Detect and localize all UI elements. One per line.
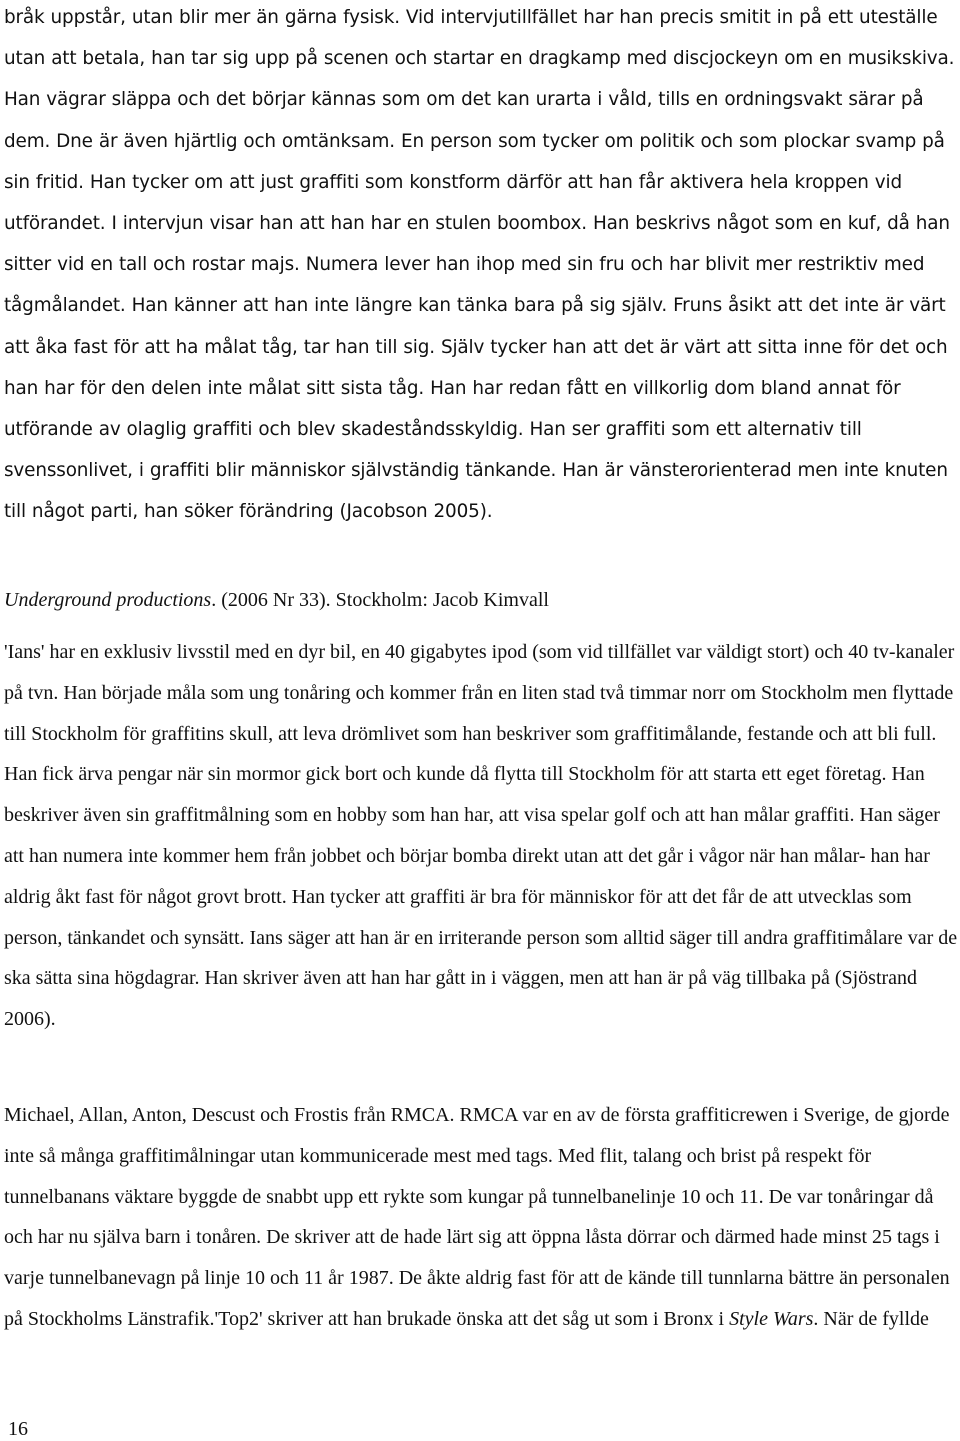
paragraph-3-text: Michael, Allan, Anton, Descust och Frostis från RMCA. RMCA var en av de första graffiticrewen i Sverige, de gjorde inte så många graffitimålningar utan kommunicerade mest med tags. Med flit, talang och brist på respekt för tunnelbanans väktare byggde de snabbt upp ett rykte som kungar på tunnelbanelinje 10 och 11. De var tonåringar då och har nu själva barn i tonåren. De skriver att de hade lärt sig att öppna låsta dörrar och därmed hade minst 25 tags i varje tunnelbanevagn på linje 10 och 11 år 1987. De åkte aldrig fast för att de kände till tunnlarna bättre än personalen på Stockholms Länstrafik.'Top2' skriver att han brukade önska att det såg ut som i Bronx i: [4, 1104, 950, 1330]
film-title: Style Wars: [729, 1307, 814, 1330]
page-number: 16: [8, 1418, 28, 1440]
paragraph-3-tail: . När de fyllde: [813, 1307, 929, 1330]
reference-details: . (2006 Nr 33). Stockholm: Jacob Kimvall: [211, 589, 549, 611]
body-paragraph-3: [4, 1095, 958, 1340]
reference-title: Underground productions: [4, 589, 212, 611]
body-paragraph-1: bråk uppstår, utan blir mer än gärna fysisk. Vid intervjutillfället har han precis smitit in på ett uteställe utan att betala, han tar sig upp på scenen och startar en dragkamp med discjockeyn om en musikskiva. Han vägrar släppa och det börjar kännas som om det kan urarta i våld, tills en ordningsvakt särar på dem. Dne är även hjärtlig och omtänksam. En person som tycker om politik och som plockar svamp på sin fritid. Han tycker om att just graffiti som konstform därför att han får aktivera hela kroppen vid utförandet. I intervjun visar han att han har en stulen boombox. Han beskrivs något som en kuf, då han sitter vid en tall och rostar majs. Numera lever han ihop med sin fru och har blivit mer restriktiv med tågmålandet. Han känner att han inte längre kan tänka bara på sig själv. Fruns åsikt att det inte är värt att åka fast för att ha målat tåg, tar han till sig. Själv tycker han att det är värt att sitta inne för det och han har för den delen inte målat sitt sista tåg. Han har redan fått en villkorlig dom bland annat för utförande av olaglig graffiti och blev skadeståndsskyldig. Han ser graffiti som ett alternativ till svenssonlivet, i graffiti blir människor självständig tänkande. Han är vänsterorienterad men inte knuten till något parti, han söker förändring (Jacobson 2005).: [4, 7, 955, 523]
reference-entry: [4, 580, 958, 621]
body-paragraph-2: 'Ians' har en exklusiv livsstil med en dyr bil, en 40 gigabytes ipod (som vid tillfället var väldigt stort) och 40 tv-kanaler på tvn. Han började måla som ung tonåring och kommer från en liten stad två timmar norr om Stockholm men flyttade till Stockholm för graffitins skull, att leva drömlivet som han beskriver som graffitimålande, festande och att bli full. Han fick ärva pengar när sin mormor gick bort och kunde då flytta till Stockholm för att starta ett eget företag. Han beskriver även sin graffitmålning som en hobby som han har, att visa spelar golf och att han målar graffiti. Han säger att han numera inte kommer hem från jobbet och börjar bomba direkt utan att det går i vågor när han målar- han har aldrig åkt fast för något grovt brott. Han tycker att graffiti är bra för människor för att det får de att utvecklas som person, tänkandet och synsätt. Ians säger att han är en irriterande person som alltid säger till andra graffitimålare var de ska sätta sina högdagrar. Han skriver även att han har gått in i väggen, men att han är på väg tillbaka på (Sjöstrand 2006).: [4, 641, 958, 1031]
